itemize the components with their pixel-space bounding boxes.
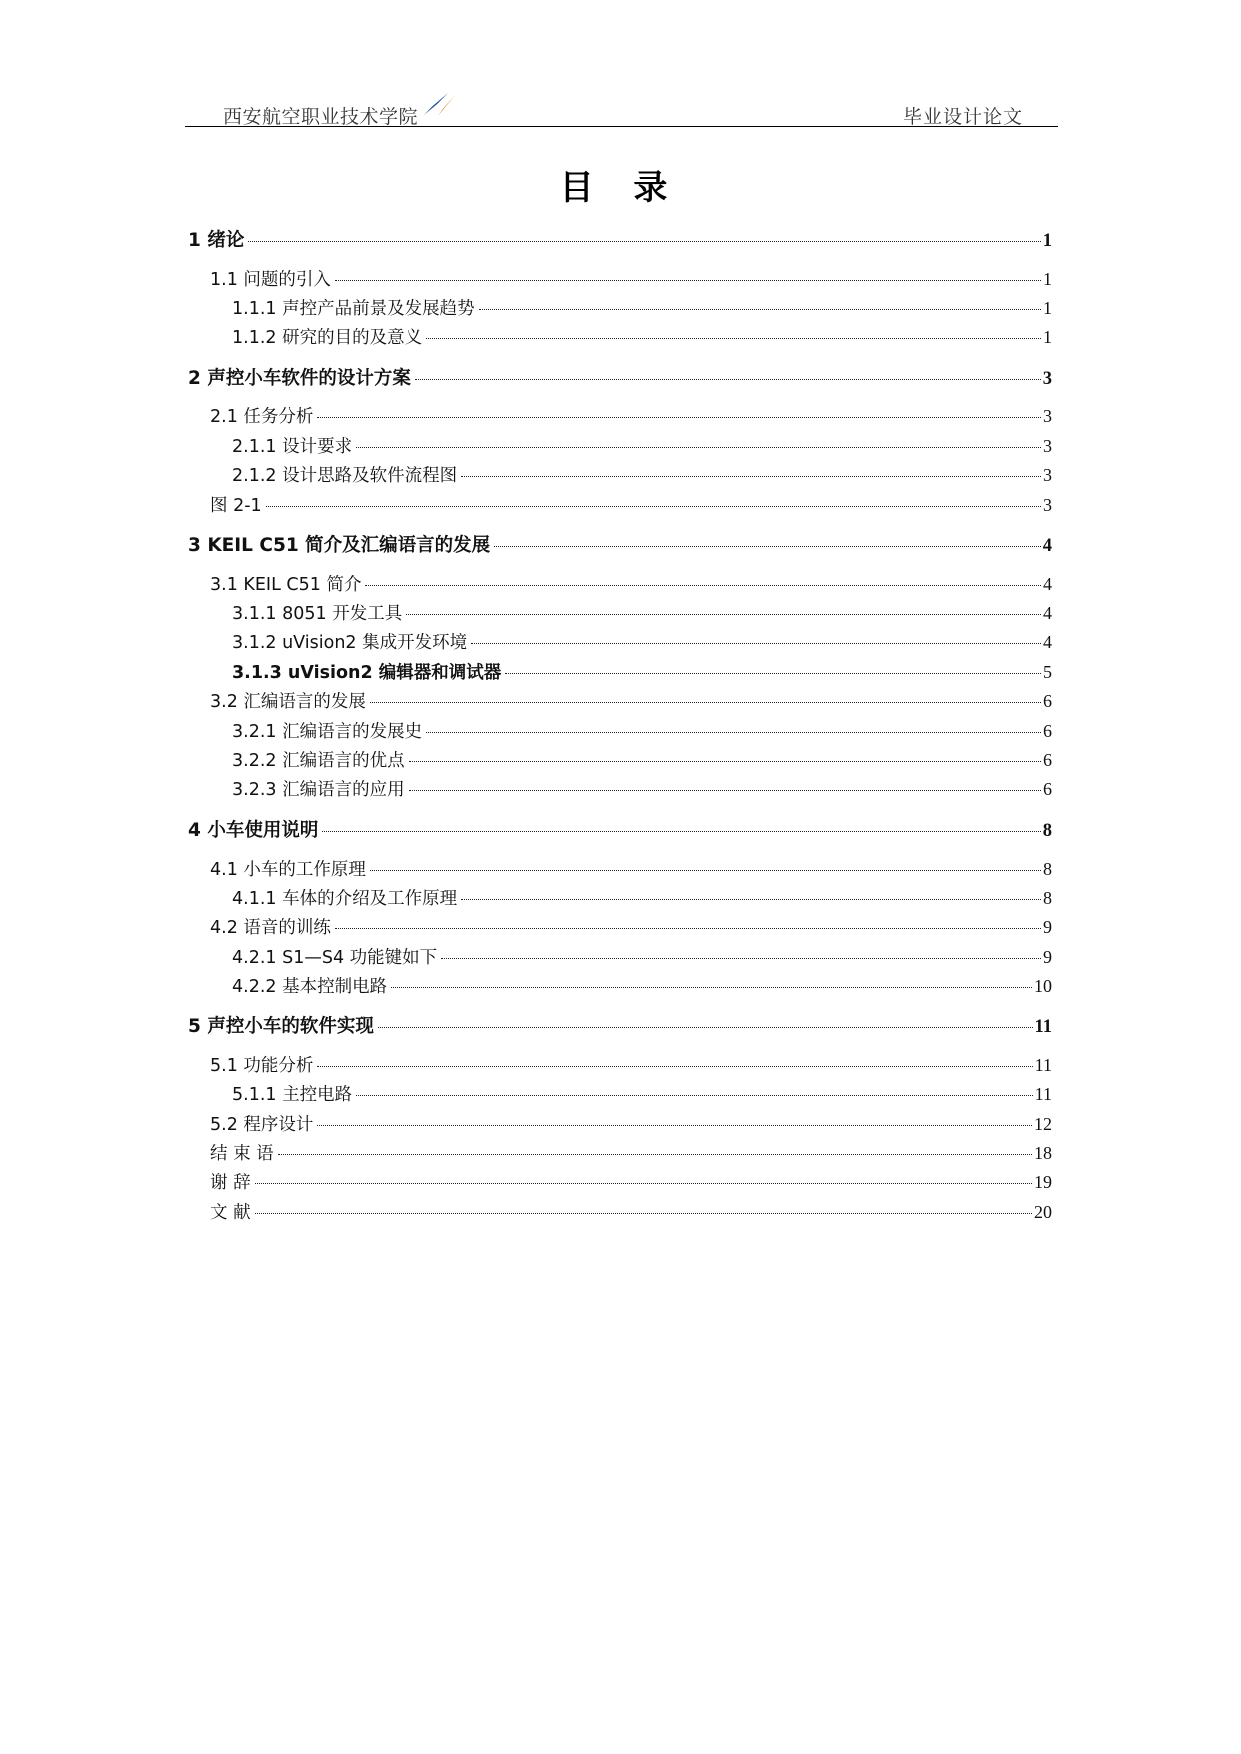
toc-leader-dots — [415, 379, 1041, 380]
toc-leader-dots — [278, 1154, 1032, 1155]
toc-page-number: 6 — [1043, 779, 1052, 799]
toc-leader-dots — [461, 476, 1041, 477]
toc-entry[interactable] — [188, 531, 1052, 561]
page-title: 目 录 — [559, 168, 682, 208]
toc-entry[interactable] — [210, 266, 1052, 296]
toc-page-number: 3 — [1043, 495, 1052, 515]
toc-page-number: 1 — [1042, 231, 1052, 251]
toc-entry[interactable] — [188, 226, 1052, 256]
toc-page-number: 4 — [1043, 632, 1052, 652]
toc-entry-label: 2 声控小车软件的设计方案 — [188, 368, 411, 389]
toc-leader-dots — [266, 506, 1041, 507]
toc-leader-dots — [335, 280, 1041, 281]
toc-entry-label: 4.1 小车的工作原理 — [210, 860, 366, 880]
toc-leader-dots — [248, 241, 1040, 242]
toc-entry-label: 1.1.1 声控产品前景及发展趋势 — [232, 299, 475, 319]
toc-entry[interactable] — [232, 629, 1052, 659]
toc-entry[interactable] — [232, 944, 1052, 974]
toc-page-number: 8 — [1042, 821, 1052, 841]
toc-leader-dots — [322, 831, 1040, 832]
toc-entry[interactable] — [210, 1111, 1052, 1141]
toc-entry[interactable] — [232, 324, 1052, 354]
toc-leader-dots — [356, 447, 1041, 448]
toc-page-number: 12 — [1034, 1114, 1052, 1134]
toc-leader-dots — [406, 614, 1041, 615]
toc-entry-label: 4.1.1 车体的介绍及工作原理 — [232, 889, 458, 909]
toc-entry-label: 谢 辞 — [210, 1173, 251, 1193]
toc-page-number: 11 — [1034, 1017, 1052, 1037]
school-logo-icon — [420, 90, 460, 120]
toc-leader-dots — [317, 417, 1041, 418]
toc-leader-dots — [370, 702, 1041, 703]
toc-leader-dots — [317, 1125, 1032, 1126]
toc-leader-dots — [370, 870, 1041, 871]
toc-page-number: 11 — [1034, 1055, 1052, 1075]
toc-entry[interactable] — [232, 973, 1052, 1003]
toc-entry[interactable] — [232, 1081, 1052, 1111]
toc-entry-label: 图 2-1 — [210, 496, 262, 516]
toc-leader-dots — [479, 309, 1041, 310]
toc-entry[interactable] — [210, 1199, 1052, 1229]
toc-page-number: 1 — [1043, 269, 1052, 289]
toc-entry[interactable] — [210, 856, 1052, 886]
toc-entry[interactable] — [232, 718, 1052, 748]
toc-page-number: 9 — [1043, 917, 1052, 937]
toc-leader-dots — [409, 790, 1041, 791]
school-name: 西安航空职业技术学院 — [223, 106, 419, 128]
toc-page-number: 18 — [1034, 1143, 1052, 1163]
toc-entry-label: 3 KEIL C51 简介及汇编语言的发展 — [188, 535, 491, 556]
toc-page-number: 3 — [1042, 369, 1052, 389]
toc-page-number: 4 — [1042, 536, 1052, 556]
toc-entry-label: 3.1.1 8051 开发工具 — [232, 604, 403, 624]
toc-leader-dots — [461, 899, 1041, 900]
toc-entry-label: 结 束 语 — [210, 1144, 274, 1164]
toc-leader-dots — [505, 673, 1041, 674]
toc-page-number: 5 — [1043, 662, 1052, 682]
toc-entry[interactable] — [210, 914, 1052, 944]
toc-page-number: 6 — [1043, 721, 1052, 741]
toc-entry[interactable] — [232, 659, 1052, 689]
toc-entry-label: 4.2 语音的训练 — [210, 918, 331, 938]
toc-page-number: 4 — [1043, 603, 1052, 623]
toc-entry[interactable] — [210, 571, 1052, 601]
toc-page-number: 19 — [1034, 1172, 1052, 1192]
toc-entry-label: 文 献 — [210, 1203, 251, 1223]
toc-page-number: 4 — [1043, 574, 1052, 594]
toc-entry[interactable] — [232, 747, 1052, 777]
toc-entry-label: 4.2.1 S1—S4 功能键如下 — [232, 948, 438, 968]
toc-entry[interactable] — [232, 462, 1052, 492]
toc-entry[interactable] — [232, 433, 1052, 463]
toc-entry[interactable] — [210, 403, 1052, 433]
toc-entry-label: 3.1.2 uVision2 集成开发环境 — [232, 633, 468, 653]
toc-entry-label: 4.2.2 基本控制电路 — [232, 977, 388, 997]
toc-leader-dots — [317, 1066, 1032, 1067]
header-rule — [185, 126, 1058, 127]
toc-entry-label: 3.2.3 汇编语言的应用 — [232, 780, 405, 800]
toc-leader-dots — [494, 546, 1041, 547]
toc-entry[interactable] — [210, 688, 1052, 718]
toc-leader-dots — [391, 987, 1032, 988]
toc-leader-dots — [365, 585, 1041, 586]
toc-entry[interactable] — [188, 364, 1052, 394]
toc-entry-label: 3.2 汇编语言的发展 — [210, 692, 366, 712]
toc-entry-label: 5.1 功能分析 — [210, 1056, 314, 1076]
toc-entry-label: 5.2 程序设计 — [210, 1115, 314, 1135]
toc-entry-label: 2.1 任务分析 — [210, 407, 314, 427]
toc-entry[interactable] — [210, 1052, 1052, 1082]
toc-entry[interactable] — [188, 1012, 1052, 1042]
toc-entry-label: 3.2.1 汇编语言的发展史 — [232, 722, 423, 742]
toc-leader-dots — [409, 761, 1041, 762]
toc-page-number: 3 — [1043, 465, 1052, 485]
document-type: 毕业设计论文 — [902, 106, 1023, 128]
toc-entry[interactable] — [232, 776, 1052, 806]
toc-page-number: 6 — [1043, 691, 1052, 711]
toc-page-number: 3 — [1043, 436, 1052, 456]
toc-entry-label: 1.1 问题的引入 — [210, 270, 331, 290]
toc-entry-label: 1 绪论 — [188, 230, 245, 251]
toc-page-number: 3 — [1043, 406, 1052, 426]
toc-page-number: 8 — [1043, 888, 1052, 908]
toc-leader-dots — [471, 643, 1041, 644]
toc-page-number: 1 — [1043, 327, 1052, 347]
toc-page-number: 20 — [1034, 1202, 1052, 1222]
toc-leader-dots — [378, 1027, 1033, 1028]
toc-entry[interactable] — [210, 492, 1052, 522]
toc-page-number: 10 — [1034, 976, 1052, 996]
page-header — [185, 82, 1058, 128]
toc-entry-label: 1.1.2 研究的目的及意义 — [232, 328, 423, 348]
toc-leader-dots — [426, 732, 1041, 733]
toc-entry-label: 3.1 KEIL C51 简介 — [210, 575, 362, 595]
toc-entry[interactable] — [210, 1140, 1052, 1170]
toc-entry[interactable] — [232, 885, 1052, 915]
toc-page-number: 1 — [1043, 298, 1052, 318]
toc-entry[interactable] — [232, 600, 1052, 630]
toc-entry-label: 3.2.2 汇编语言的优点 — [232, 751, 405, 771]
toc-entry-label: 2.1.2 设计思路及软件流程图 — [232, 466, 458, 486]
toc-page-number: 8 — [1043, 859, 1052, 879]
toc-entry-label: 3.1.3 uVision2 编辑器和调试器 — [232, 663, 502, 683]
toc-leader-dots — [426, 338, 1041, 339]
toc-entry-label: 5 声控小车的软件实现 — [188, 1016, 374, 1037]
toc-page-number: 11 — [1034, 1084, 1052, 1104]
toc-leader-dots — [441, 958, 1041, 959]
toc-page-number: 9 — [1043, 947, 1052, 967]
toc-entry-label: 2.1.1 设计要求 — [232, 437, 353, 457]
toc-entry[interactable] — [210, 1169, 1052, 1199]
toc-entry[interactable] — [188, 816, 1052, 846]
toc-leader-dots — [255, 1213, 1032, 1214]
toc-page-number: 6 — [1043, 750, 1052, 770]
toc-entry-label: 5.1.1 主控电路 — [232, 1085, 353, 1105]
toc-entry-label: 4 小车使用说明 — [188, 820, 319, 841]
toc-leader-dots — [335, 928, 1041, 929]
toc-leader-dots — [356, 1095, 1033, 1096]
toc-entry[interactable] — [232, 295, 1052, 325]
toc-leader-dots — [255, 1183, 1032, 1184]
